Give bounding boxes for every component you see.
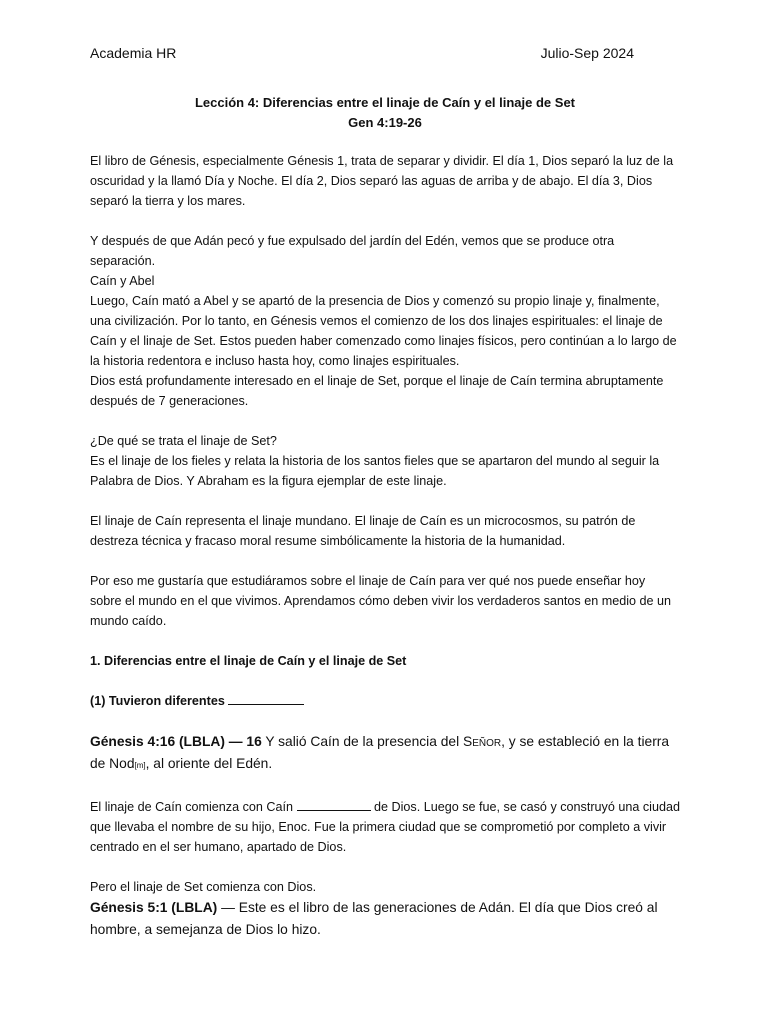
lineages-line: Luego, Caín mató a Abel y se apartó de la presencia de Dios y comenzó su propio linaje y, finalmente, una civilización. Por lo tanto, en Génesis vemos el comienzo de los dos linajes espirituales: el linaje de Caín y el linaje de Set. Estos pueden haber comenzado como linajes físicos, pero continúan a lo largo de la historia redentora e incluso hasta hoy, como linajes espirituales. xyxy=(90,294,677,368)
verse-text-a: Y salió Caín de la presencia del xyxy=(265,734,460,749)
verse-ref: Génesis 4:16 (LBLA) — xyxy=(90,734,243,749)
seth-begins-line: Pero el linaje de Set comienza con Dios. xyxy=(90,880,317,894)
lesson-title: Lección 4: Diferencias entre el linaje de Caín y el linaje de Set xyxy=(194,95,576,110)
lesson-reference: Gen 4:19-26 xyxy=(348,115,422,130)
seth-interest-line: Dios está profundamente interesado en el linaje de Set, porque el linaje de Caín termina abruptamente después de 7 generaciones. xyxy=(90,374,664,408)
cain-begins-a: El linaje de Caín comienza con Caín xyxy=(90,800,294,814)
seth-question: ¿De qué se trata el linaje de Set? xyxy=(90,434,277,448)
verse-genesis-4-16 xyxy=(90,731,680,777)
fill-in-blank-2 xyxy=(297,797,371,811)
paragraph-seth xyxy=(90,431,680,491)
subheading-label: (1) Tuvieron diferentes xyxy=(90,694,225,708)
verse2-text: — Este es el libro de las generaciones de Adán. El día que Dios creó al hombre, a semejanza de Dios lo hizo. xyxy=(90,900,658,937)
paragraph-intro: El libro de Génesis, especialmente Génesis 1, trata de separar y dividir. El día 1, Dios separó la luz de la oscuridad y la llamó Día y Noche. El día 2, Dios separó las aguas de arriba y de abajo. El día 3, Dios separó la tierra y los mares. xyxy=(90,154,674,208)
verse-lord: Señor xyxy=(463,734,502,749)
verse-text-c: , al oriente del Edén. xyxy=(145,756,273,771)
verse-genesis-5-1 xyxy=(90,900,658,937)
paragraph-cain-worldly: El linaje de Caín representa el linaje mundano. El linaje de Caín es un microcosmos, su patrón de destreza técnica y fracaso moral resume simbólicamente la historia de la humanidad. xyxy=(90,514,636,548)
paragraph-separation xyxy=(90,231,680,411)
header-left: Academia HR xyxy=(90,45,177,61)
cain-abel-line: Caín y Abel xyxy=(90,274,155,288)
section-heading: 1. Diferencias entre el linaje de Caín y el linaje de Set xyxy=(90,654,407,668)
fill-in-blank xyxy=(228,691,304,705)
paragraph-seth-begins xyxy=(90,877,680,941)
cain-begins-b: de Dios. Luego se fue, se casó y construyó una ciudad que llevaba el nombre de su hijo, Enoc. Fue la primera ciudad que se comprometió por completo a vivir centrado en el ser humano, apartado de Dios. xyxy=(90,800,680,854)
paragraph-study: Por eso me gustaría que estudiáramos sobre el linaje de Caín para ver qué nos puede enseñar hoy sobre el mundo en el que vivimos. Aprendamos cómo deben vivir los verdaderos santos en medio de un mundo caído. xyxy=(90,574,672,628)
header-right: Julio-Sep 2024 xyxy=(540,45,634,61)
subheading xyxy=(90,691,680,711)
verse-number: 16 xyxy=(246,734,262,749)
paragraph-cain-begins xyxy=(90,797,680,857)
verse2-ref: Génesis 5:1 (LBLA) xyxy=(90,900,218,915)
footnote-link[interactable]: [m] xyxy=(134,761,146,770)
document-body xyxy=(90,151,680,941)
verse-text-b: , y se estableció en la tierra de Nod xyxy=(90,734,670,771)
seth-answer: Es el linaje de los fieles y relata la historia de los santos fieles que se apartaron del mundo al seguir la Palabra de Dios. Y Abraham es la figura ejemplar de este linaje. xyxy=(90,454,660,488)
separation-line: Y después de que Adán pecó y fue expulsado del jardín del Edén, vemos que se produce otra separación. xyxy=(90,234,615,268)
